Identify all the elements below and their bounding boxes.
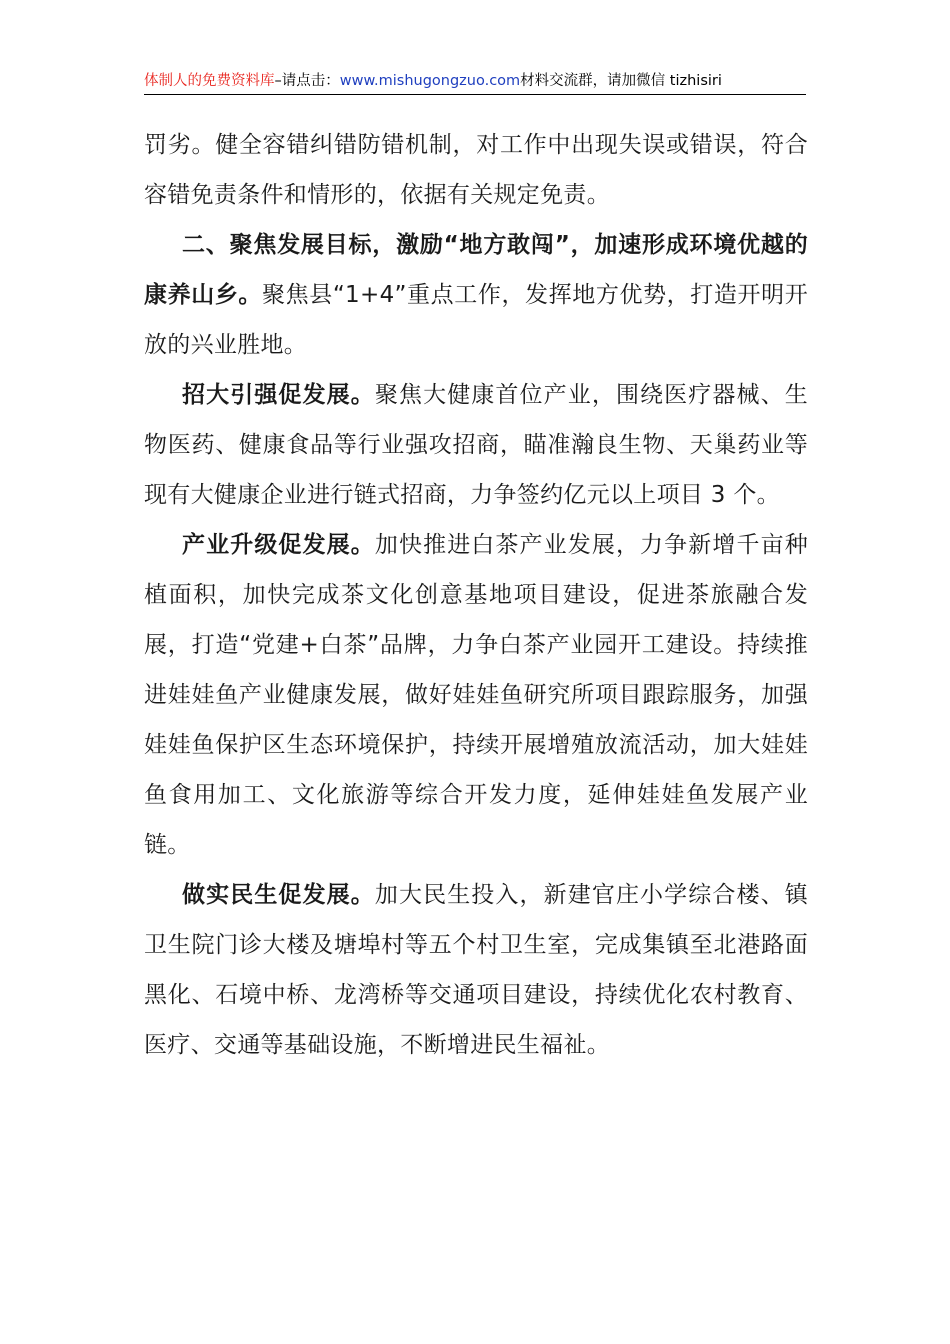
paragraph-text: 聚焦县“1+4”重点工作，发挥地方优势，打造开明开放的兴业胜地。 <box>144 282 809 358</box>
paragraph-text: 加快推进白茶产业发展，力争新增千亩种植面积，加快完成茶文化创意基地项目建设，促进茶旅融合发展，打造“党建+白茶”品牌，力争白茶产业园开工建设。持续推进娃娃鱼产业健康发展，做好娃娃鱼研究所项目跟踪服务，加强娃娃鱼保护区生态环境保护，持续开展增殖放流活动，加大娃娃鱼食用加工、文化旅游等综合开发力度，延伸娃娃鱼发展产业链。 <box>144 532 809 858</box>
paragraph-lead: 招大引强促发展。 <box>182 382 375 408</box>
page-header <box>144 68 806 95</box>
section-heading: 二、聚焦发展目标，激励“地方敢闯”，加速形成环境优越的康养山乡。 <box>144 232 808 308</box>
header-brand: 体制人的免费资料库 <box>144 73 275 89</box>
header-prompt: –请点击： <box>274 73 340 89</box>
header-contact: 材料交流群，请加微信 tizhisiri <box>520 73 722 89</box>
paragraph-text: 罚劣。健全容错纠错防错机制，对工作中出现失误或错误，符合容错免责条件和情形的，依据有关规定免责。 <box>144 132 808 208</box>
paragraph-industry <box>144 520 808 870</box>
header-url-link[interactable]: www.mishugongzuo.com <box>339 73 521 89</box>
paragraph-text: 聚焦大健康首位产业，围绕医疗器械、生物医药、健康食品等行业强攻招商，瞄准瀚良生物、天巢药业等现有大健康企业进行链式招商，力争签约亿元以上项目 3 个。 <box>144 382 809 508</box>
document-body <box>144 120 808 1070</box>
paragraph-lead: 产业升级促发展。 <box>182 532 375 558</box>
paragraph-lead: 做实民生促发展。 <box>182 882 375 908</box>
paragraph-text: 加大民生投入，新建官庄小学综合楼、镇卫生院门诊大楼及塘埠村等五个村卫生室，完成集镇至北港路面黑化、石境中桥、龙湾桥等交通项目建设，持续优化农村教育、医疗、交通等基础设施，不断增进民生福祉。 <box>144 882 809 1058</box>
paragraph-investment <box>144 370 808 520</box>
paragraph-section-heading <box>144 220 808 370</box>
paragraph-continuation <box>144 120 808 220</box>
paragraph-livelihood <box>144 870 808 1070</box>
